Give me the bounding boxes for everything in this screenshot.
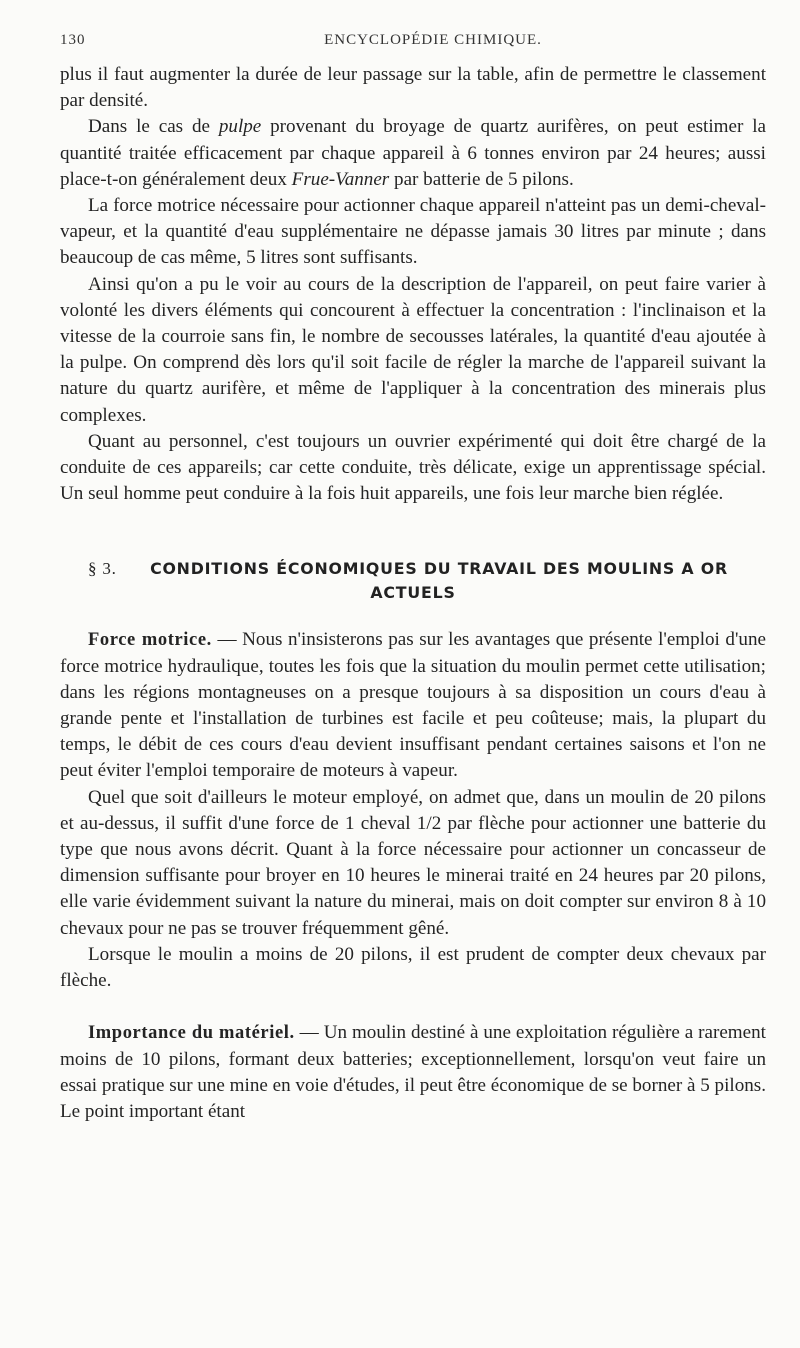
running-title: ENCYCLOPÉDIE CHIMIQUE. — [324, 32, 542, 48]
page-header — [60, 30, 766, 54]
paragraph-personnel: Quant au personnel, c'est toujours un ouvrier expérimenté qui doit être chargé de la conduite de ces appareils; car cette conduite, très délicate, exige un apprentissage spécial. Un seul homme peut conduire à la fois huit appareils, une fois leur marche bien réglée. — [60, 430, 766, 505]
paragraph-pulpe — [60, 114, 766, 193]
paragraph-text: — Un moulin destiné à une exploitation régulière a rarement moins de 10 pilons, formant deux batteries; exceptionnellement, lorsqu'on veut faire un essai pratique sur une mine en voie d'études, il peut être économique de se borner à 5 pilons. Le point important étant — [60, 1022, 766, 1122]
runin-heading-importance: Importance du matériel. — [88, 1023, 295, 1044]
paragraph-force-motrice — [60, 627, 766, 784]
section-number: § 3. — [88, 559, 117, 579]
runin-heading-force-motrice: Force motrice. — [88, 630, 212, 651]
paragraph-force-motrice-appareil: La force motrice nécessaire pour actionner chaque appareil n'atteint pas un demi-cheval-vapeur, et la quantité d'eau supplémentaire ne dépasse jamais 30 litres par minute ; dans beaucoup de cas même, 5 litres sont suffisants. — [60, 195, 766, 269]
paragraph-text: — Nous n'insisterons pas sur les avantages que présente l'emploi d'une force motrice hydraulique, toutes les fois que la situation du moulin permet cette utilisation; dans les régions montagneuses on a presque toujours à sa disposition un cours d'eau à grande pente et l'installation de turbines est facile et peu coûteuse; mais, la plupart du temps, le débit de ces cours d'eau devient insuffisant pendant certaines saisons et l'on ne peut éviter l'emploi temporaire de moteurs à vapeur. — [60, 629, 766, 782]
italic-term-frue-vanner: Frue-Vanner — [291, 168, 390, 190]
section-title-line2: ACTUELS — [370, 583, 456, 603]
page-body — [60, 62, 766, 1125]
paragraph-continuation: plus il faut augmenter la durée de leur passage sur la table, afin de permettre le classement par densité. — [60, 64, 766, 112]
page-number: 130 — [60, 32, 86, 48]
italic-term-pulpe: pulpe — [218, 116, 262, 138]
section-title-line1: CONDITIONS ÉCONOMIQUES DU TRAVAIL DES MOULINS A OR — [150, 559, 728, 579]
paragraph-importance-materiel — [60, 1020, 766, 1125]
paragraph-text: provenant du broyage de quartz aurifères, on peut estimer la quantité traitée efficacement par chaque appareil à 6 tonnes environ par 24 heures; aussi place-t-on généralement deux — [60, 116, 766, 190]
paragraph-moins-de-20-pilons: Lorsque le moulin a moins de 20 pilons, il est prudent de compter deux chevaux par flèche. — [60, 943, 766, 992]
section-heading — [60, 557, 766, 605]
paragraph-moteur-employe: Quel que soit d'ailleurs le moteur employé, on admet que, dans un moulin de 20 pilons et au-dessus, il suffit d'une force de 1 cheval 1/2 par flèche pour actionner une batterie du type que nous avons décrit. Quant à la force nécessaire pour actionner un concasseur de dimension suffisante pour broyer en 10 heures le minerai traité en 24 heures par 20 pilons, elle varie évidemment suivant la nature du minerai, mais on doit compter sur environ 8 à 10 chevaux pour ne pas se trouver fréquemment gêné. — [60, 786, 766, 939]
paragraph-text: Dans le cas de — [88, 116, 219, 138]
paragraph-concentration: Ainsi qu'on a pu le voir au cours de la description de l'appareil, on peut faire varier à volonté les divers éléments qui concourent à effectuer la concentration : l'inclinaison et la vitesse de la courroie sans fin, le nombre de secousses latérales, la quantité d'eau ajoutée à la pulpe. On comprend dès lors qu'il soit facile de régler la marche de l'appareil suivant la nature du quartz aurifère, et même de l'appliquer à la concentration des minerais plus complexes. — [60, 273, 766, 426]
paragraph-text: par batterie de 5 pilons. — [389, 168, 574, 190]
